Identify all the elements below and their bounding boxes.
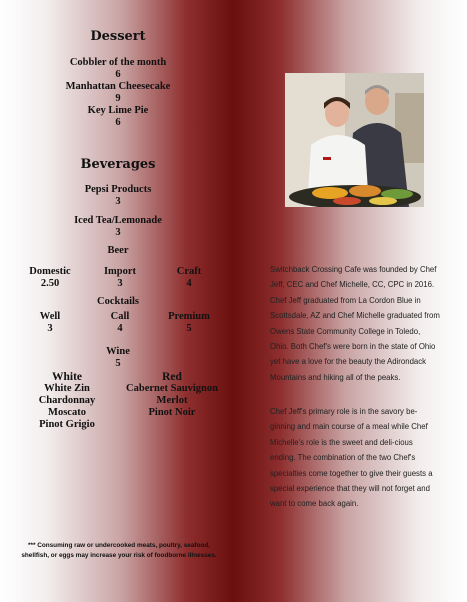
dessert-item-price: 6 bbox=[115, 69, 121, 80]
dessert-heading: Dessert bbox=[90, 29, 146, 44]
cocktails-heading: Cocktails bbox=[97, 296, 139, 307]
dessert-item-name: Key Lime Pie bbox=[87, 105, 149, 116]
wine-block bbox=[68, 346, 168, 370]
beverages-heading: Beverages bbox=[80, 157, 156, 172]
beer-option-price: 3 bbox=[117, 278, 123, 289]
chefs-photo bbox=[285, 73, 424, 207]
wine-white-item: Chardonnay bbox=[38, 395, 96, 406]
cocktail-premium bbox=[161, 311, 217, 335]
beer-option-price: 4 bbox=[186, 278, 192, 289]
dessert-item-name: Manhattan Cheesecake bbox=[65, 81, 171, 92]
wine-price: 5 bbox=[115, 358, 121, 369]
cocktail-option-price: 3 bbox=[47, 323, 53, 334]
dessert-item-name: Cobbler of the month bbox=[69, 57, 167, 68]
about-paragraph-2: Chef Jeff's primary role is in the savory be-ginning and main course of a meal while Chef Michelle's role is the sweet and deli-cious ending. The combination of the two Chef's specialties come together to give their guests a special experience that they will not forget and want to come back again. bbox=[270, 407, 433, 509]
beer-import bbox=[92, 266, 148, 290]
about-paragraph-1: Switchback Crossing Cafe was founded by Chef Jeff, CEC and Chef Michelle, CC, CPC in 2016. Chef Jeff graduated from La Cordon Blue in Scottsdale, AZ and Chef Michelle graduated from Owens State Community College in Toledo, Ohio. Both Chef's were born in the state of Ohio yet have a love for the beauty the Adirondack Mountains and hiking all of the peaks. bbox=[270, 265, 440, 382]
dessert-list bbox=[40, 57, 196, 129]
cocktail-option-label: Well bbox=[39, 311, 61, 322]
wine-red-column bbox=[122, 371, 222, 419]
cocktail-option-label: Call bbox=[110, 311, 130, 322]
wine-white-item: White Zin bbox=[44, 383, 90, 394]
wine-white-item: Pinot Grigio bbox=[39, 419, 95, 430]
pepsi-name: Pepsi Products bbox=[84, 184, 152, 195]
chefs-photo-illustration bbox=[285, 73, 424, 207]
beer-heading: Beer bbox=[107, 245, 129, 256]
tea-name: Iced Tea/Lemonade bbox=[74, 215, 162, 226]
wine-red-item: Merlot bbox=[156, 395, 188, 406]
beer-craft bbox=[161, 266, 217, 290]
wine-red-item: Cabernet Sauvignon bbox=[126, 383, 218, 394]
wine-white-heading: White bbox=[51, 371, 83, 383]
beer-option-label: Import bbox=[103, 266, 137, 277]
beer-option-label: Domestic bbox=[29, 266, 71, 277]
pepsi-price: 3 bbox=[115, 196, 121, 207]
wine-white-column bbox=[22, 371, 112, 431]
wine-heading: Wine bbox=[106, 346, 130, 357]
beer-option-price: 2.50 bbox=[40, 278, 60, 289]
dessert-item-price: 6 bbox=[115, 117, 121, 128]
cocktail-option-label: Premium bbox=[168, 311, 210, 322]
tea-price: 3 bbox=[115, 227, 121, 238]
cocktail-call bbox=[92, 311, 148, 335]
beer-option-label: Craft bbox=[176, 266, 202, 277]
pepsi-block bbox=[40, 184, 196, 208]
food-safety-disclaimer: *** Consuming raw or undercooked meats, poultry, seafood, shellfish, or eggs may increase your risk of foodborne illnesses. bbox=[21, 542, 217, 559]
dessert-item-price: 9 bbox=[115, 93, 121, 104]
cocktail-option-price: 5 bbox=[186, 323, 192, 334]
beer-domestic bbox=[22, 266, 78, 290]
wine-white-item: Moscato bbox=[48, 407, 86, 418]
tea-block bbox=[40, 215, 196, 239]
cocktail-option-price: 4 bbox=[117, 323, 123, 334]
cocktail-well bbox=[22, 311, 78, 335]
wine-red-item: Pinot Noir bbox=[148, 407, 196, 418]
wine-red-heading: Red bbox=[162, 371, 182, 383]
